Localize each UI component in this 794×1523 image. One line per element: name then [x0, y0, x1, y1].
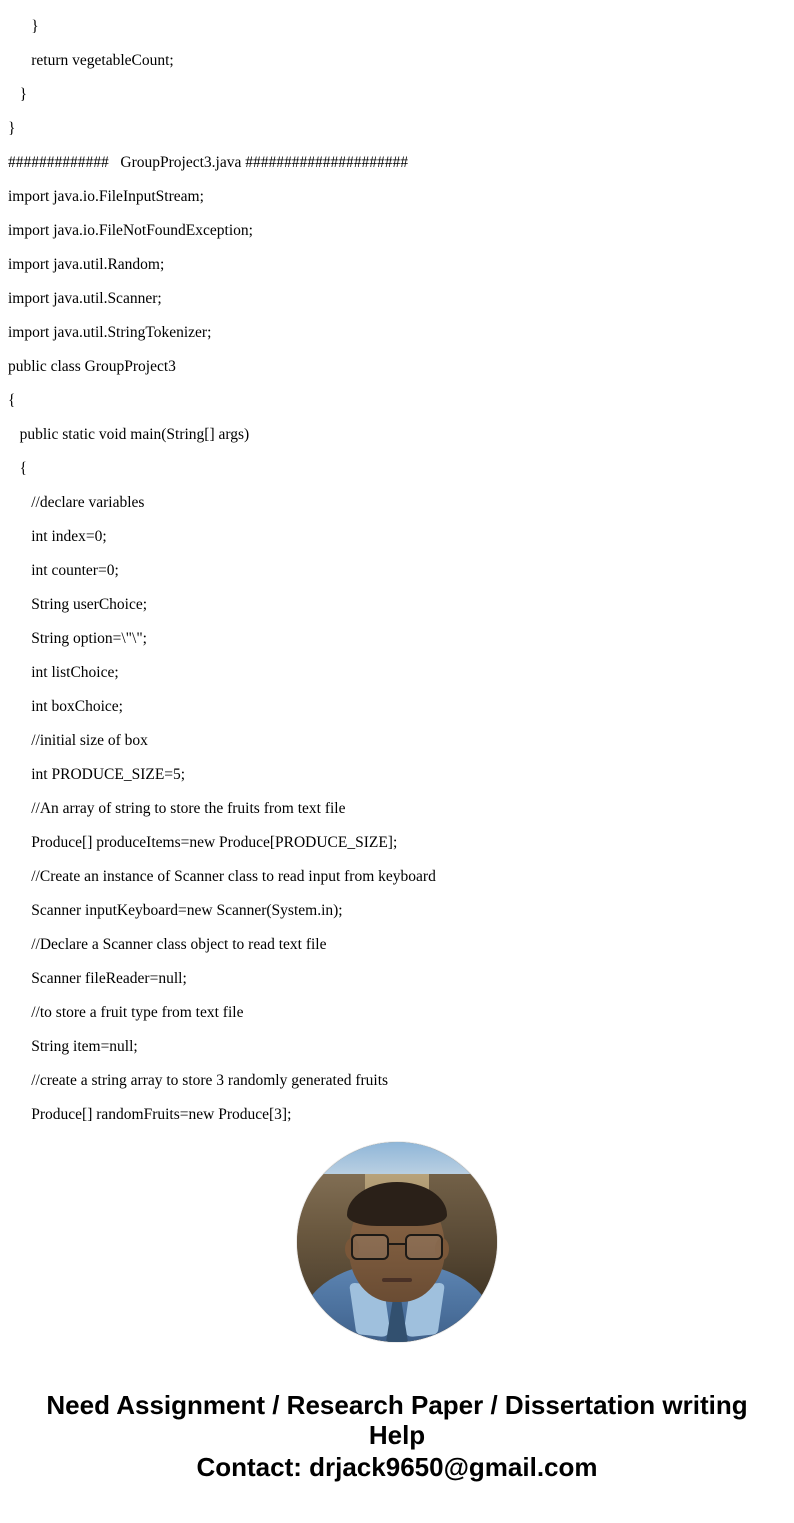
code-line: {: [8, 460, 28, 477]
code-line: return vegetableCount;: [8, 52, 174, 69]
promo-contact: Contact: drjack9650@gmail.com: [196, 1452, 598, 1482]
promo-banner: [8, 1390, 786, 1482]
glasses-icon: [351, 1234, 443, 1258]
photo-mouth: [382, 1278, 412, 1282]
code-line: //create a string array to store 3 randomly generated fruits: [8, 1072, 389, 1089]
photo-lens-left: [351, 1234, 389, 1260]
code-line: }: [8, 18, 39, 35]
code-line: String item=null;: [8, 1038, 138, 1055]
code-line: import java.util.Scanner;: [8, 290, 162, 307]
code-line: Scanner inputKeyboard=new Scanner(System.in);: [8, 902, 343, 919]
code-line: public class GroupProject3: [8, 358, 176, 375]
code-line: import java.util.Random;: [8, 256, 165, 273]
code-line: }: [8, 86, 28, 103]
code-line: int index=0;: [8, 528, 107, 545]
code-line: public static void main(String[] args): [8, 426, 250, 443]
java-code-block: [8, 0, 786, 1132]
code-line: //An array of string to store the fruits from text file: [8, 800, 346, 817]
file-separator-heading: ############# GroupProject3.java #####################: [8, 154, 408, 171]
code-line: Produce[] randomFruits=new Produce[3];: [8, 1106, 292, 1123]
author-photo-container: [8, 1142, 786, 1342]
avatar: [297, 1142, 497, 1342]
code-line: int boxChoice;: [8, 698, 123, 715]
code-line: int counter=0;: [8, 562, 119, 579]
photo-glasses-bridge: [387, 1243, 407, 1245]
code-line: String userChoice;: [8, 596, 148, 613]
code-line: //Declare a Scanner class object to read text file: [8, 936, 327, 953]
photo-lens-right: [405, 1234, 443, 1260]
photo-background-top: [297, 1142, 497, 1174]
code-line: //to store a fruit type from text file: [8, 1004, 244, 1021]
code-line: import java.io.FileInputStream;: [8, 188, 204, 205]
code-line: //Create an instance of Scanner class to read input from keyboard: [8, 868, 436, 885]
code-line: }: [8, 120, 16, 137]
code-line: //declare variables: [8, 494, 145, 511]
code-line: Scanner fileReader=null;: [8, 970, 187, 987]
code-line: Produce[] produceItems=new Produce[PRODUCE_SIZE];: [8, 834, 398, 851]
code-line: String option=\"\";: [8, 630, 147, 647]
code-line: int PRODUCE_SIZE=5;: [8, 766, 186, 783]
code-line: //initial size of box: [8, 732, 148, 749]
code-line: import java.io.FileNotFoundException;: [8, 222, 253, 239]
promo-headline: Need Assignment / Research Paper / Dissertation writing Help: [46, 1390, 748, 1450]
code-line: int listChoice;: [8, 664, 119, 681]
code-line: import java.util.StringTokenizer;: [8, 324, 212, 341]
code-line: {: [8, 392, 16, 409]
